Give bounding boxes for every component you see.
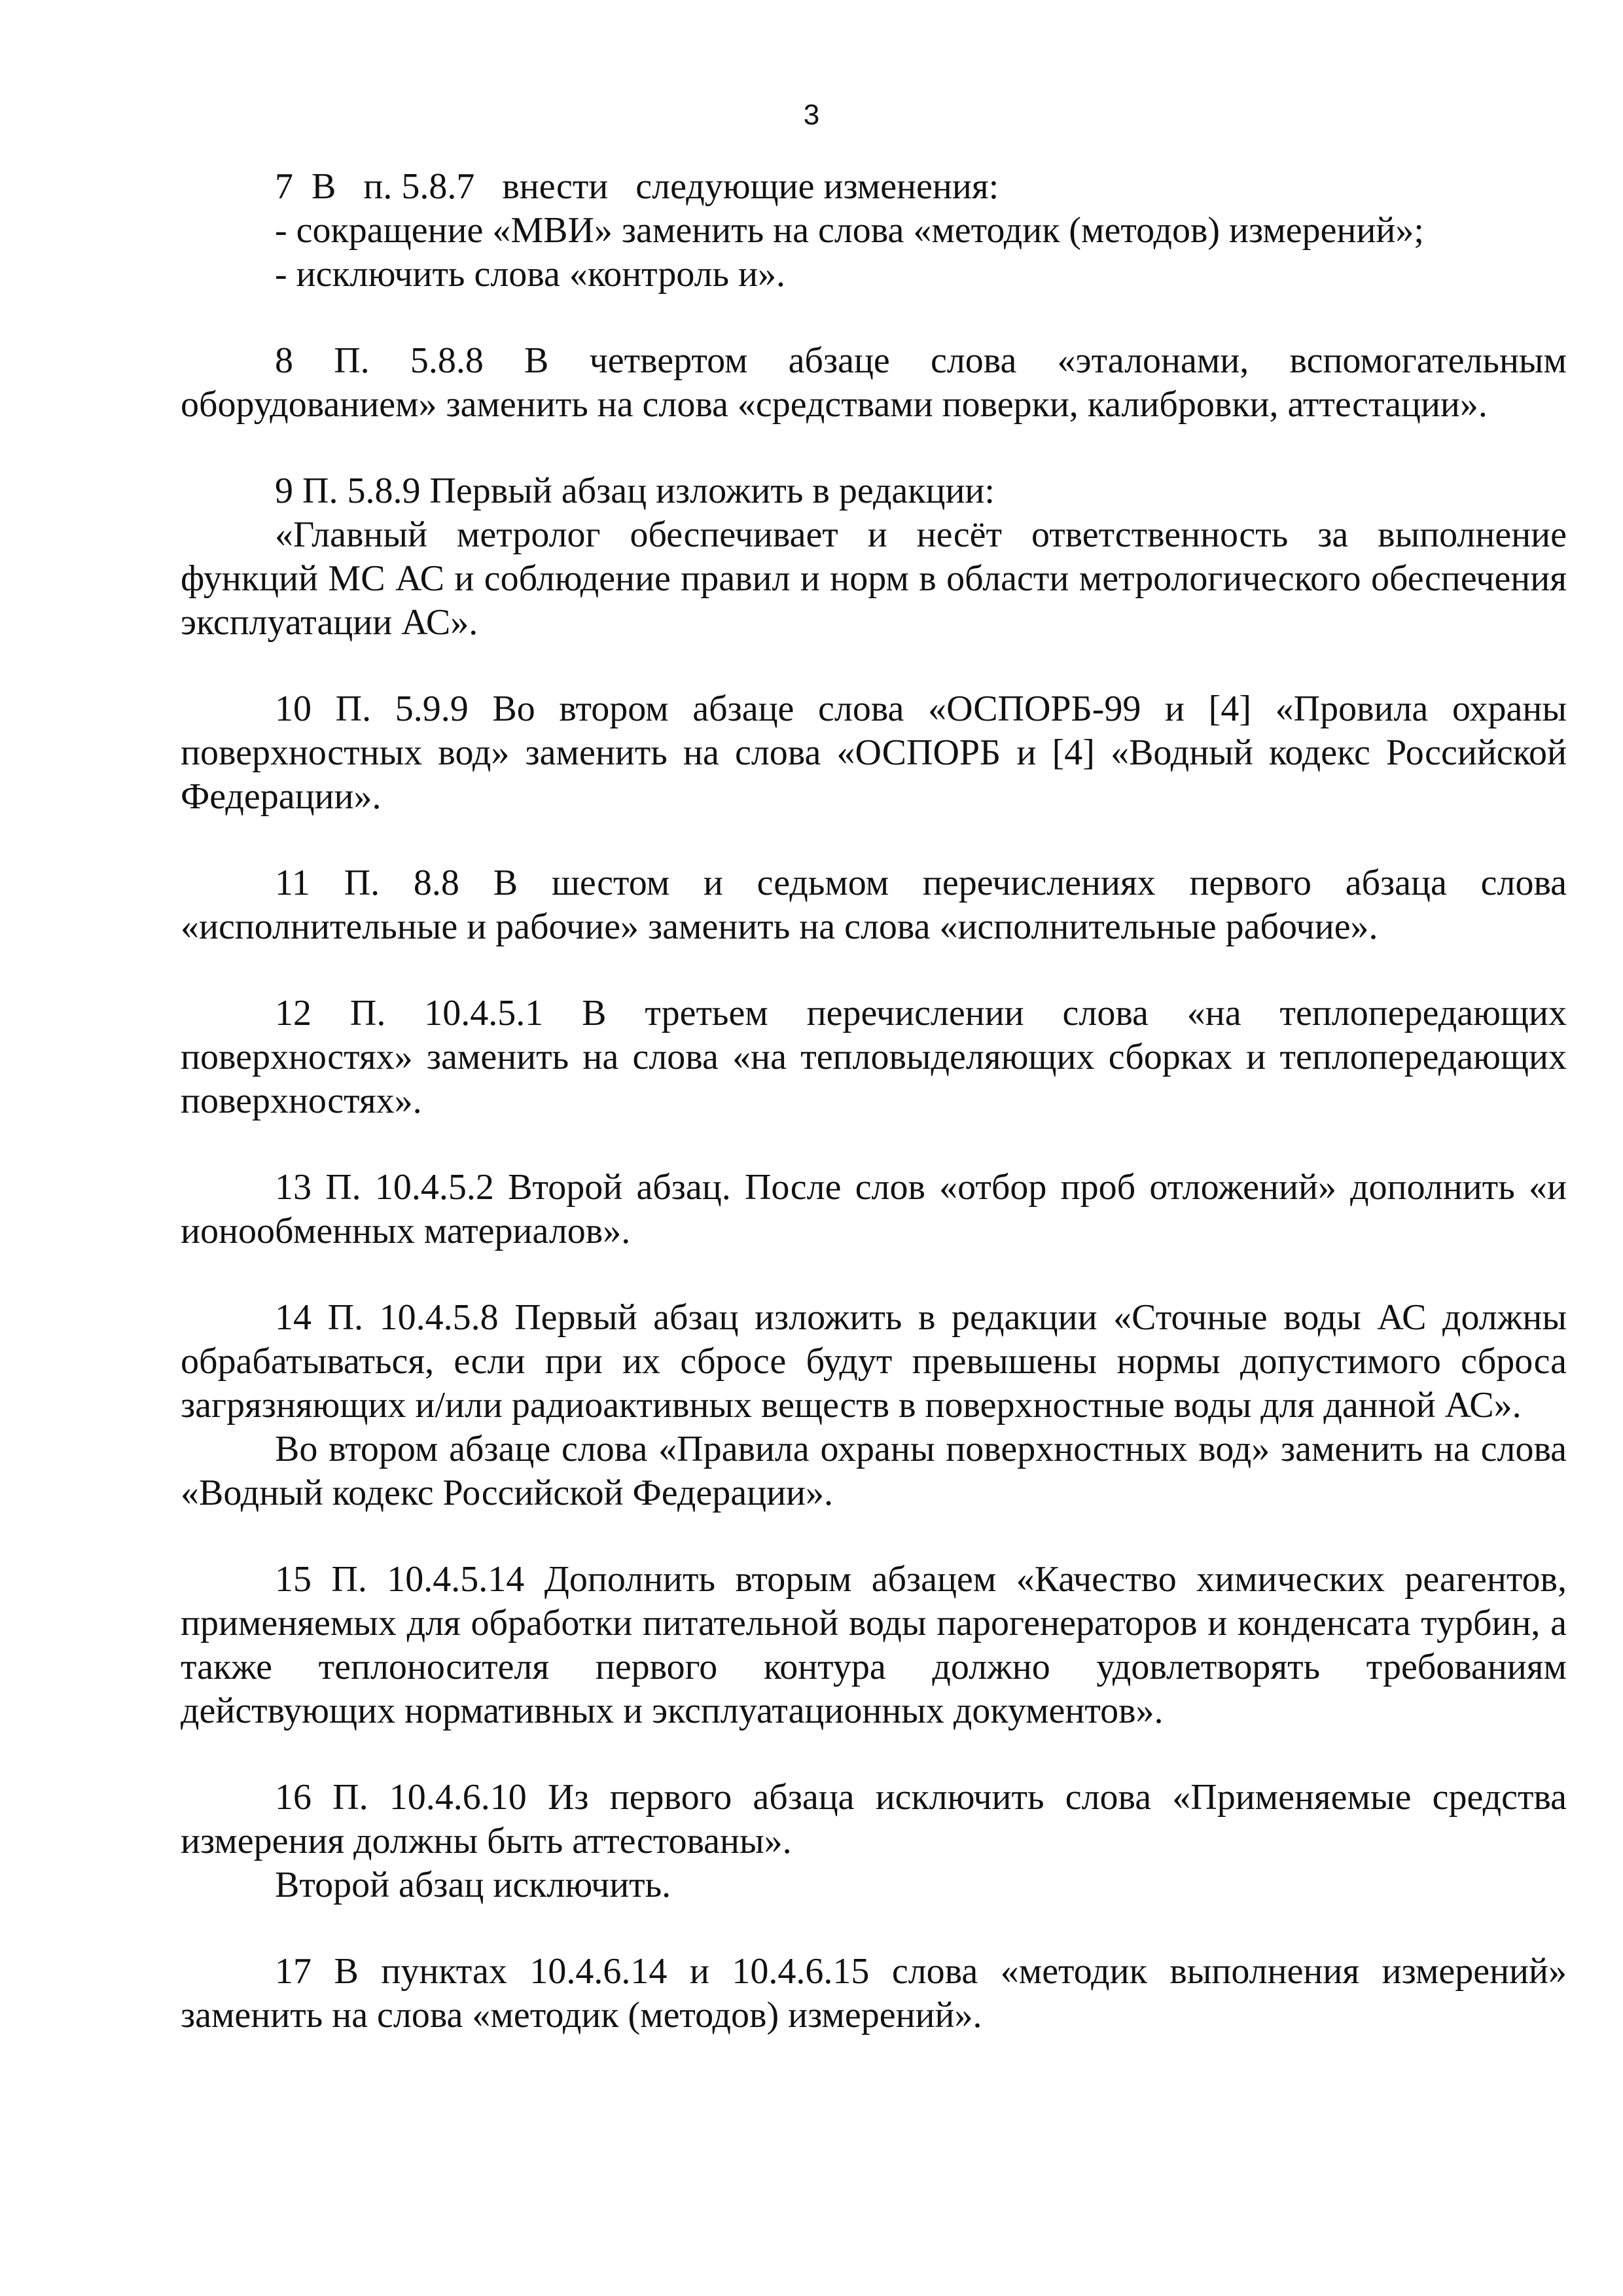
amendment-item-16 [181, 1776, 1567, 1907]
amendment-15-text: 15 П. 10.4.5.14 Дополнить вторым абзацем «Качество химических реагентов, применяемых для обработки питательной воды парогенераторов и конденсата турбин, а также теплоносителя первого контура должно удовлетворять требованиям действующих нормативных и эксплуатационных документов». [181, 1559, 1567, 1731]
amendments-list [181, 165, 1567, 2080]
page-number: 3 [803, 99, 820, 131]
amendment-8-text: 8 П. 5.8.8 В четвертом абзаце слова «эталонами, вспомогательным оборудованием» заменить на слова «средствами поверки, калибровки, аттестации». [181, 340, 1567, 425]
amendment-17-text: 17 В пунктах 10.4.6.14 и 10.4.6.15 слова «методик выполнения измерений» заменить на слова «методик (методов) измерений». [181, 1951, 1567, 2036]
amendment-item-15 [181, 1558, 1567, 1733]
amendment-7-line-2: - исключить слова «контроль и». [275, 254, 786, 295]
amendment-item-13 [181, 1166, 1567, 1253]
amendment-14-text-2: Во втором абзаце слова «Правила охраны поверхностных вод» заменить на слова «Водный кодекс Российской Федерации». [181, 1429, 1567, 1513]
amendment-item-12 [181, 992, 1567, 1123]
amendment-item-10 [181, 687, 1567, 819]
amendment-12-text: 12 П. 10.4.5.1 В третьем перечислении слова «на теплопередающих поверхностях» заменить на слова «на тепловыделяющих сборках и теплопередающих поверхностях». [181, 993, 1567, 1121]
amendment-10-text: 10 П. 5.9.9 Во втором абзаце слова «ОСПОРБ-99 и [4] «Провила охраны поверхностных вод» заменить на слова «ОСПОРБ и [4] «Водный кодекс Российской Федерации». [181, 689, 1567, 817]
amendment-11-text: 11 П. 8.8 В шестом и седьмом перечислениях первого абзаца слова «исполнительные и рабочие» заменить на слова «исполнительные рабочие». [181, 863, 1567, 947]
amendment-13-text: 13 П. 10.4.5.2 Второй абзац. После слов «отбор проб отложений» дополнить «и ионообменных материалов». [181, 1167, 1567, 1251]
amendment-item-8 [181, 339, 1567, 427]
amendment-16-text: 16 П. 10.4.6.10 Из первого абзаца исключить слова «Применяемые средства измерения должны быть аттестованы». [181, 1777, 1567, 1861]
amendment-item-7 [181, 165, 1567, 296]
amendment-item-9 [181, 469, 1567, 645]
amendment-7-line-1: - сокращение «МВИ» заменить на слова «методик (методов) измерений»; [275, 210, 1424, 251]
amendment-item-17 [181, 1950, 1567, 2037]
amendment-7-heading: 7 В п. 5.8.7 внести следующие изменения: [275, 166, 999, 207]
amendment-9-quote: «Главный метролог обеспечивает и несёт ответственность за выполнение функций МС АС и соблюдение правил и норм в области метрологического обеспечения эксплуатации АС». [181, 514, 1567, 643]
amendment-item-14 [181, 1296, 1567, 1515]
amendment-14-text: 14 П. 10.4.5.8 Первый абзац изложить в редакции «Сточные воды АС должны обрабатываться, если при их сбросе будут превышены нормы допустимого сброса загрязняющих и/или радиоактивных веществ в поверхностные воды для данной АС». [181, 1297, 1567, 1426]
amendment-9-intro: 9 П. 5.8.9 Первый абзац изложить в редакции: [275, 471, 995, 511]
amendment-item-11 [181, 861, 1567, 949]
amendment-16-text-2: Второй абзац исключить. [275, 1865, 671, 1905]
